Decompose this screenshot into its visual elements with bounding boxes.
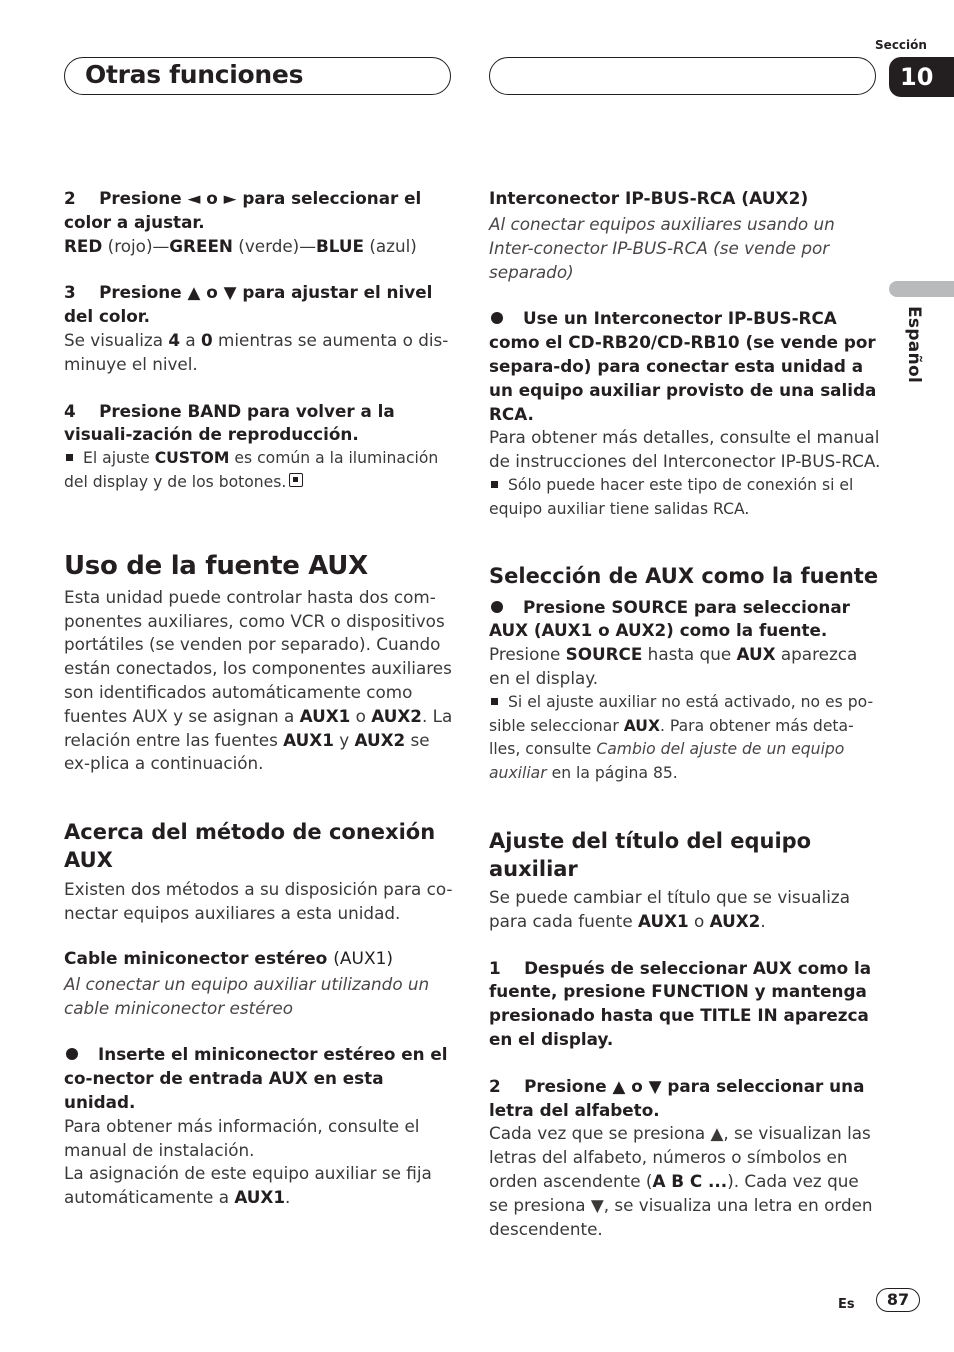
section-number-badge: 10 <box>889 57 954 97</box>
cable-step: Inserte el miniconector estéreo en el co-nector de entrada AUX en esta unidad. <box>64 1044 448 1112</box>
language-tab-label: Español <box>904 306 924 384</box>
step-2-color: 2 Presione ◄ o ► para seleccionar el color a ajustar. <box>64 188 422 232</box>
title-body: Se puede cambiar el título que se visualiza para cada fuente AUX1 o AUX2. <box>489 886 850 931</box>
ipbus-note: Sólo puede hacer este tipo de conexión si el equipo auxiliar tiene salidas RCA. <box>489 475 854 518</box>
ipbus-step: Use un Interconector IP-BUS-RCA como el CD-RB20/CD-RB10 (se vende por separa-do) para conectar esta unidad a un equipo auxiliar provisto de una salida RCA. <box>489 308 877 424</box>
note-bullet-icon <box>491 481 498 488</box>
footer-language: Es <box>838 1297 855 1312</box>
step-4-band: 4 Presione BAND para volver a la visuali-zación de reproducción. <box>64 400 395 445</box>
step-3-body: Se visualiza 4 a 0 mientras se aumenta o dis-minuye el nivel. <box>64 329 449 374</box>
left-column <box>64 187 454 1210</box>
title-step-2: 2 Presione ▲ o ▼ para seleccionar una letra del alfabeto. <box>489 1075 865 1120</box>
cable-condition: Al conectar un equipo auxiliar utilizando un cable miniconector estéreo <box>64 973 430 1018</box>
title-step-1: 1 Después de seleccionar AUX como la fuente, presione FUNCTION y mantenga presionado hasta que TITLE IN aparezca en el display. <box>489 957 872 1049</box>
right-column <box>489 187 881 1241</box>
cable-body-1: Para obtener más información, consulte el manual de instalación. <box>64 1115 420 1160</box>
select-body: Presione SOURCE hasta que AUX aparezca en el display. <box>489 644 858 688</box>
language-tab-marker <box>889 281 954 297</box>
section-title-aux: Uso de la fuente AUX <box>64 550 368 581</box>
note-bullet-icon <box>491 698 498 705</box>
cable-title: Cable miniconector estéreo (AUX1) <box>64 948 394 969</box>
header-blank-pill <box>489 57 876 95</box>
subsection-title-select: Selección de AUX como la fuente <box>489 563 879 588</box>
select-note: Si el ajuste auxiliar no está activado, no es po-sible seleccionar AUX. Para obtener más deta-lles, consulte Cambio del ajuste de un equipo auxiliar en la página 85. <box>489 692 874 783</box>
note-custom: El ajuste CUSTOM es común a la iluminación del display y de los botones. <box>64 449 439 491</box>
cable-body-2: La asignación de este equipo auxiliar se fija automáticamente a AUX1. <box>64 1163 432 1208</box>
method-body: Existen dos métodos a su disposición para co-nectar equipos auxiliares a esta unidad. <box>64 879 453 923</box>
step-3-level: 3 Presione ▲ o ▼ para ajustar el nivel del color. <box>64 282 433 327</box>
select-step: Presione SOURCE para seleccionar AUX (AUX1 o AUX2) como la fuente. <box>489 596 850 641</box>
note-bullet-icon <box>66 454 73 461</box>
end-of-section-icon <box>289 473 303 487</box>
ipbus-title: Interconector IP-BUS-RCA (AUX2) <box>489 189 809 209</box>
chapter-header <box>64 57 451 95</box>
subsection-title-title: Ajuste del título del equipo auxiliar <box>489 828 812 881</box>
aux-intro: Esta unidad puede controlar hasta dos com-ponentes auxiliares, como VCR o dispositivos portátiles (se venden por separado). Cuando están conectados, los componentes auxiliares son identificados automáticamente como fuentes AUX y se asignan a AUX1 o AUX2. La relación entre las fuentes AUX1 y AUX2 se ex-plica a continuación. <box>64 586 453 774</box>
bullet-icon <box>491 601 503 613</box>
bullet-icon <box>491 312 503 324</box>
bullet-icon <box>66 1048 78 1060</box>
ipbus-body: Para obtener más detalles, consulte el manual de instrucciones del Interconector IP-BUS-RCA. <box>489 427 881 472</box>
title-step-2-body: Cada vez que se presiona ▲, se visualizan las letras del alfabeto, números o símbolos en orden ascendente (A B C ...). Cada vez que se presiona ▼, se visualiza una letra en orden descendente. <box>489 1123 873 1239</box>
page-number: 87 <box>876 1288 920 1312</box>
color-sequence: RED (rojo)—GREEN (verde)—BLUE (azul) <box>64 235 417 256</box>
section-label: Sección <box>875 38 927 52</box>
ipbus-condition: Al conectar equipos auxiliares usando un Inter-conector IP-BUS-RCA (se vende por separado) <box>489 214 835 282</box>
chapter-title: Otras funciones <box>85 60 304 89</box>
subsection-title-method: Acerca del método de conexión AUX <box>64 820 436 873</box>
